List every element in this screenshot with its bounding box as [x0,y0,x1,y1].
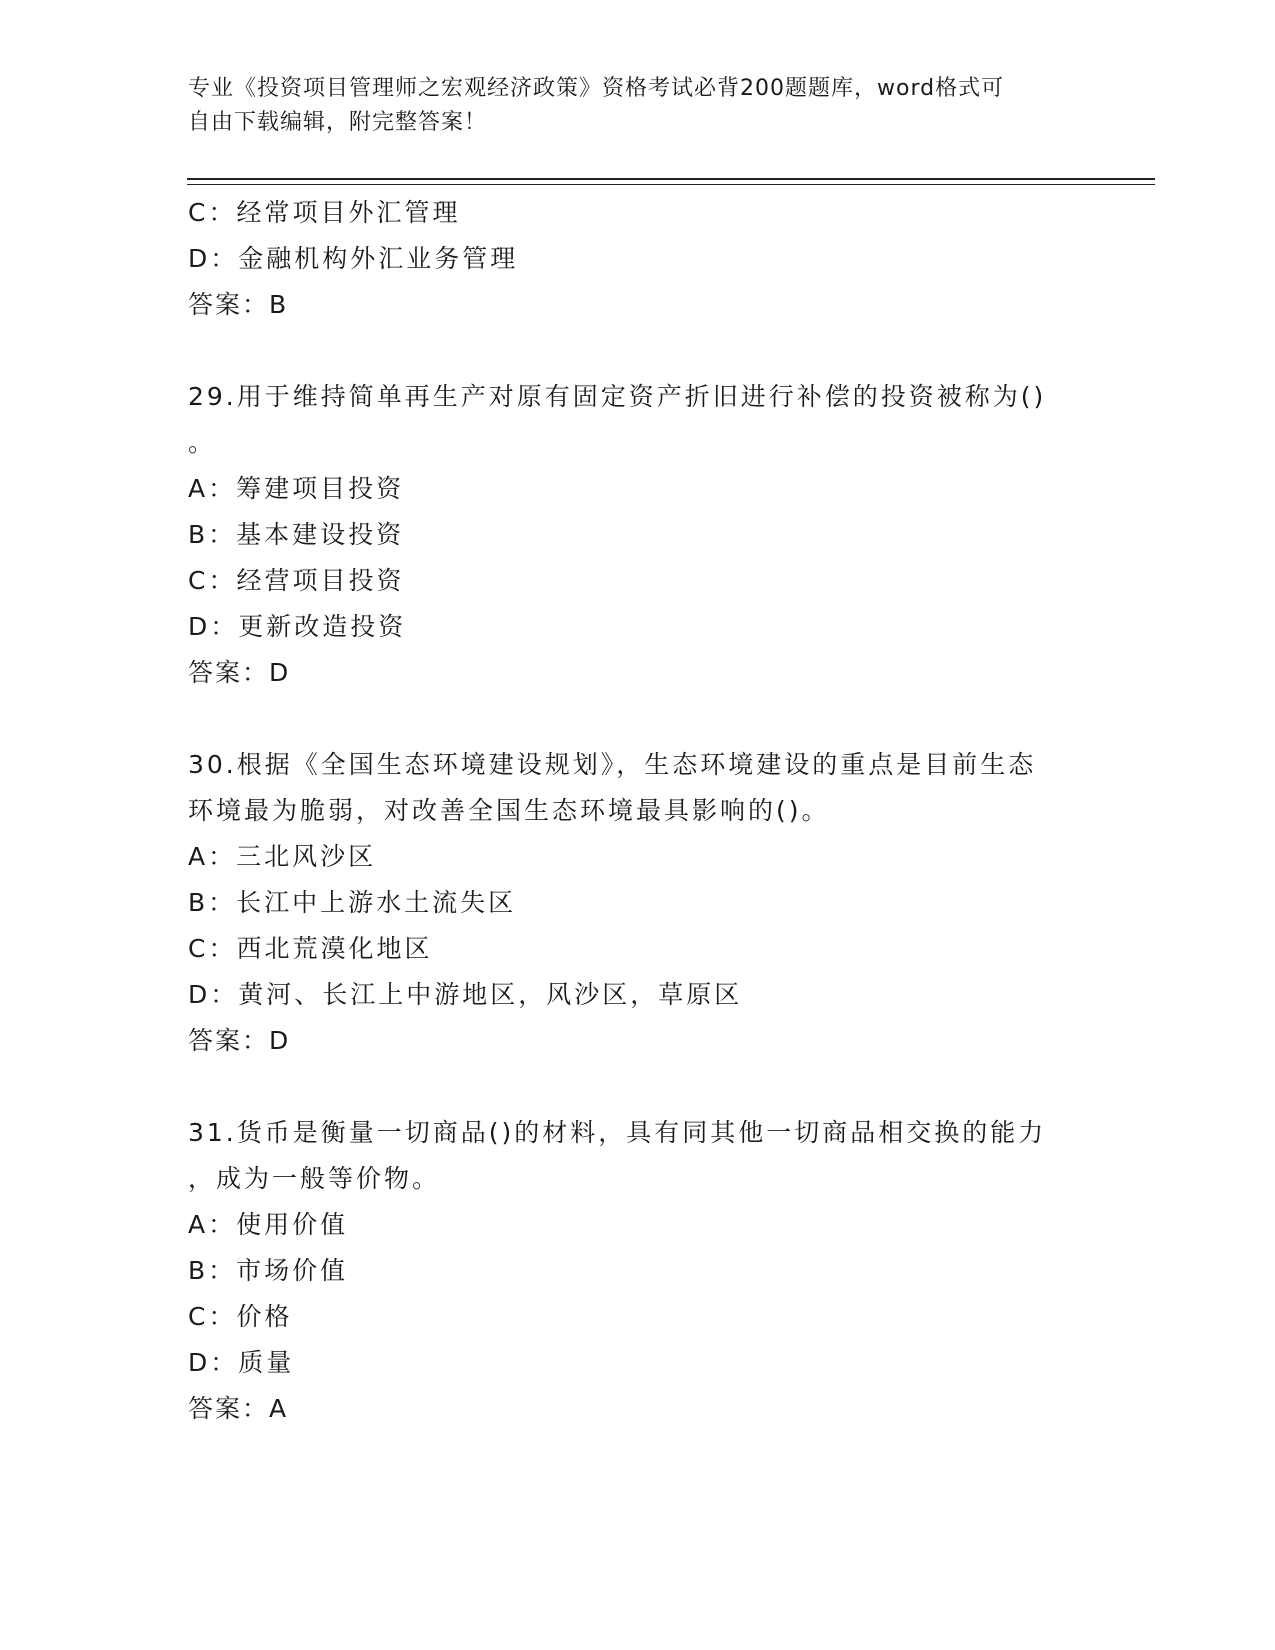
option-c: C：价格 [188,1302,293,1331]
question-stem: 31.货币是衡量一切商品()的材料，具有同其他一切商品相交换的能力 [188,1118,1047,1147]
answer-line: 答案：A [188,1394,289,1423]
option-c: C：经常项目外汇管理 [188,198,461,227]
option-b: B：长江中上游水土流失区 [188,888,517,917]
option-a: A：使用价值 [188,1210,349,1239]
question-stem: 30.根据《全国生态环境建设规划》，生态环境建设的重点是目前生态 [188,750,1037,779]
question-30 [188,742,1088,1064]
option-b: B：市场价值 [188,1256,349,1285]
partial-question [188,190,1088,328]
option-d: D：黄河、长江上中游地区，风沙区，草原区 [188,980,743,1009]
header-line-1: 专业《投资项目管理师之宏观经济政策》资格考试必背200题题库，word格式可 [188,76,1005,101]
question-content [188,190,1088,1432]
option-d: D：金融机构外汇业务管理 [188,244,519,273]
answer-line: 答案：B [188,290,289,319]
question-stem-continued: 。 [188,428,217,457]
option-d: D：更新改造投资 [188,612,407,641]
option-b: B：基本建设投资 [188,520,405,549]
answer-line: 答案：D [188,658,291,687]
question-stem: 29.用于维持简单再生产对原有固定资产折旧进行补偿的投资被称为() [188,382,1047,411]
answer-line: 答案：D [188,1026,291,1055]
header-line-2: 自由下载编辑，附完整答案！ [188,110,488,135]
question-29 [188,374,1088,696]
option-d: D：质量 [188,1348,295,1377]
option-a: A：筹建项目投资 [188,474,405,503]
header-divider-thick [187,178,1155,180]
option-a: A：三北风沙区 [188,842,377,871]
option-c: C：西北荒漠化地区 [188,934,433,963]
header-divider-thin [187,184,1155,185]
question-31 [188,1110,1088,1432]
question-stem-continued: 环境最为脆弱，对改善全国生态环境最具影响的()。 [188,796,830,825]
question-stem-continued: ，成为一般等价物。 [188,1164,441,1193]
option-c: C：经营项目投资 [188,566,405,595]
document-header [188,72,1088,140]
